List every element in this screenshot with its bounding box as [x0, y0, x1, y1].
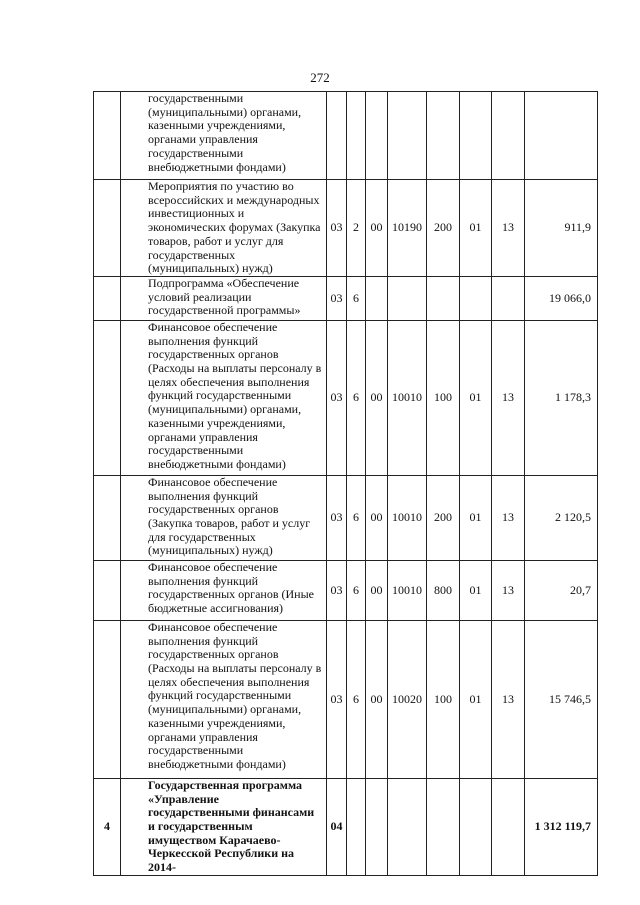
code-cell: 6 [347, 560, 366, 620]
expense-name-cell: государственными (муниципальными) органами, казенными учреждениями, органами управления государственными внебюджетными фондами) [121, 92, 327, 180]
code-cell: 2 [347, 180, 366, 277]
code-cell [427, 92, 460, 180]
code-cell: 100 [427, 620, 460, 778]
code-cell: 03 [327, 180, 347, 277]
code-cell: 100 [427, 320, 460, 475]
code-cell: 800 [427, 560, 460, 620]
code-cell: 03 [327, 320, 347, 475]
code-cell: 01 [460, 475, 492, 560]
row-number-cell [94, 560, 121, 620]
code-cell: 200 [427, 475, 460, 560]
code-cell: 01 [460, 620, 492, 778]
expense-name-cell: Финансовое обеспечение выполнения функций государственных органов (Закупка товаров, работ и услуг для государственных (муниципальных) нужд) [121, 475, 327, 560]
expense-name-cell: Подпрограмма «Обеспечение условий реализации государственной программы» [121, 276, 327, 320]
row-number-cell [94, 320, 121, 475]
row-number-cell: 4 [94, 778, 121, 875]
table-row-program [94, 778, 598, 875]
code-cell [460, 92, 492, 180]
amount-cell [525, 92, 598, 180]
table-row [94, 320, 598, 475]
code-cell: 10010 [388, 475, 427, 560]
row-number-cell [94, 475, 121, 560]
code-cell: 01 [460, 560, 492, 620]
expense-name-cell: Государственная программа «Управление государственными финансами и государственным имуществом Карачаево-Черкесской Республики на 2014- [121, 778, 327, 875]
code-cell: 6 [347, 320, 366, 475]
code-cell: 6 [347, 276, 366, 320]
table-row [94, 276, 598, 320]
code-cell [366, 92, 388, 180]
row-number-cell [94, 180, 121, 277]
code-cell [460, 276, 492, 320]
code-cell: 00 [366, 320, 388, 475]
code-cell: 10020 [388, 620, 427, 778]
code-cell: 01 [460, 320, 492, 475]
budget-table [93, 91, 598, 876]
code-cell [492, 276, 525, 320]
code-cell: 03 [327, 276, 347, 320]
code-cell [366, 778, 388, 875]
code-cell [388, 778, 427, 875]
code-cell [492, 92, 525, 180]
code-cell [427, 778, 460, 875]
expense-name-cell: Финансовое обеспечение выполнения функций государственных органов (Расходы на выплаты персоналу в целях обеспечения выполнения функций государственными (муниципальными) органами, казенными учреждениями, органами управления государственными внебюджетными фондами) [121, 620, 327, 778]
code-cell [492, 778, 525, 875]
code-cell: 13 [492, 560, 525, 620]
code-cell [366, 276, 388, 320]
table-row [94, 92, 598, 180]
code-cell: 13 [492, 320, 525, 475]
code-cell: 13 [492, 475, 525, 560]
expense-name-cell: Финансовое обеспечение выполнения функций государственных органов (Расходы на выплаты персоналу в целях обеспечения выполнения функций государственными (муниципальными) органами, казенными учреждениями, органами управления государственными внебюджетными фондами) [121, 320, 327, 475]
code-cell [460, 778, 492, 875]
code-cell [327, 92, 347, 180]
table-row [94, 620, 598, 778]
amount-cell: 1 178,3 [525, 320, 598, 475]
amount-cell: 1 312 119,7 [525, 778, 598, 875]
table-row [94, 560, 598, 620]
amount-cell: 911,9 [525, 180, 598, 277]
code-cell: 03 [327, 560, 347, 620]
amount-cell: 20,7 [525, 560, 598, 620]
code-cell: 10190 [388, 180, 427, 277]
code-cell: 00 [366, 475, 388, 560]
expense-name-cell: Финансовое обеспечение выполнения функций государственных органов (Иные бюджетные ассигнования) [121, 560, 327, 620]
code-cell [347, 778, 366, 875]
code-cell [388, 92, 427, 180]
table-row [94, 475, 598, 560]
code-cell: 6 [347, 475, 366, 560]
code-cell: 04 [327, 778, 347, 875]
code-cell: 00 [366, 560, 388, 620]
code-cell [388, 276, 427, 320]
code-cell: 03 [327, 620, 347, 778]
code-cell: 00 [366, 180, 388, 277]
table-row [94, 180, 598, 277]
code-cell [347, 92, 366, 180]
code-cell: 10010 [388, 560, 427, 620]
code-cell: 13 [492, 180, 525, 277]
amount-cell: 19 066,0 [525, 276, 598, 320]
amount-cell: 2 120,5 [525, 475, 598, 560]
amount-cell: 15 746,5 [525, 620, 598, 778]
row-number-cell [94, 92, 121, 180]
code-cell: 00 [366, 620, 388, 778]
expense-name-cell: Мероприятия по участию во всероссийских и международных инвестиционных и экономических форумах (Закупка товаров, работ и услуг для государственных (муниципальных) нужд) [121, 180, 327, 277]
code-cell: 13 [492, 620, 525, 778]
code-cell: 6 [347, 620, 366, 778]
code-cell: 01 [460, 180, 492, 277]
row-number-cell [94, 620, 121, 778]
row-number-cell [94, 276, 121, 320]
code-cell: 03 [327, 475, 347, 560]
code-cell [427, 276, 460, 320]
code-cell: 200 [427, 180, 460, 277]
page-number: 272 [310, 70, 330, 85]
code-cell: 10010 [388, 320, 427, 475]
